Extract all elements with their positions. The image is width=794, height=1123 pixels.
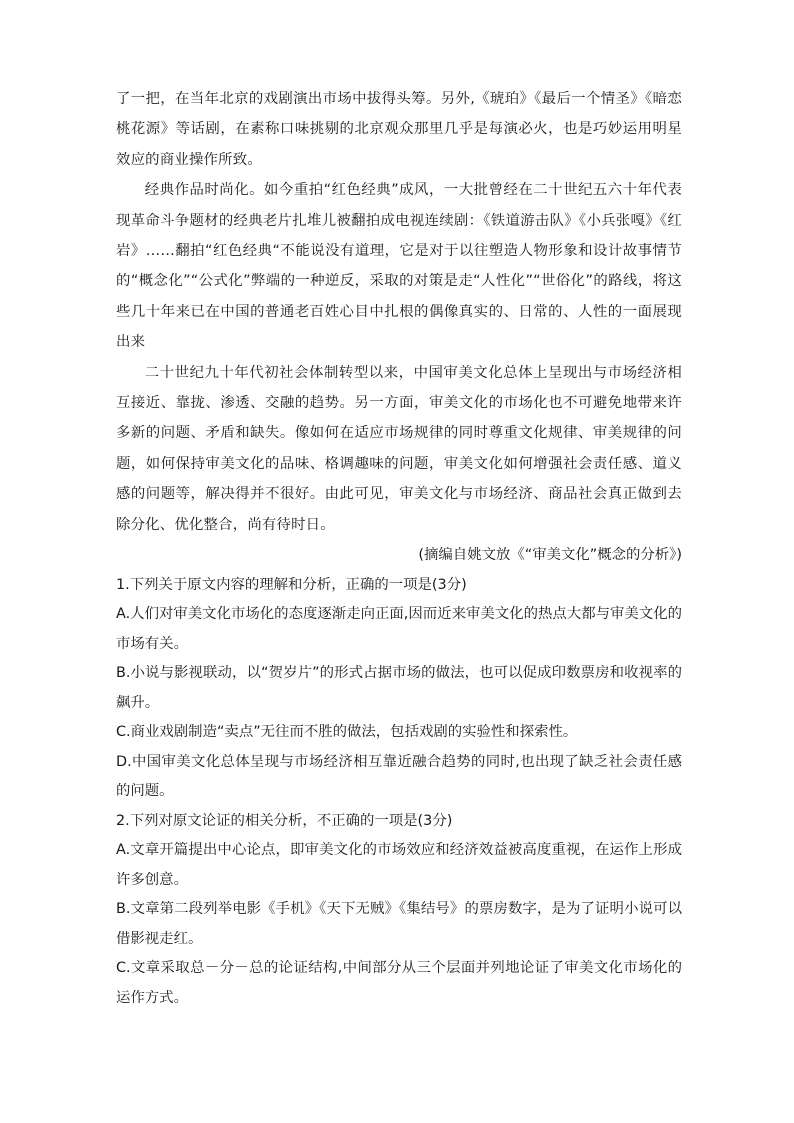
article-paragraph-1: 了一把，在当年北京的戏剧演出市场中拔得头筹。另外,《琥珀》《最后一个情圣》《暗恋桃花源》等话剧，在素称口味挑剔的北京观众那里几乎是每演必火，也是巧妙运用明星效应的商业操作所致。: [116, 91, 682, 168]
question-1-option-d: D.中国审美文化总体呈现与市场经济相互靠近融合趋势的同时,也出现了缺乏社会责任感的问题。: [116, 753, 682, 799]
question-1-option-b: B.小说与影视联动，以“贺岁片”的形式占据市场的做法，也可以促成印数票房和收视率的飙升。: [116, 665, 682, 711]
question-1-stem: 1.下列关于原文内容的理解和分析，正确的一项是(3分): [116, 576, 467, 593]
article-paragraph-3: 二十世纪九十年代初社会体制转型以来，中国审美文化总体上呈现出与市场经济相互接近、靠拢、渗透、交融的趋势。另一方面，审美文化的市场化也不可避免地带来许多新的问题、矛盾和缺失。像如何在适应市场规律的同时尊重文化规律、审美规律的问题，如何保持审美文化的品味、格调趣味的问题，审美文化如何增强社会责任感、道义感的问题等，解决得并不很好。由此可见，审美文化与市场经济、商品社会真正做到去除分化、优化整合，尚有待时日。: [116, 364, 682, 533]
article-paragraph-2: 经典作品时尚化。如今重拍“红色经典”成风，一大批曾经在二十世纪五六十年代表现革命斗争题材的经典老片扎堆儿被翻拍成电视连续剧：《铁道游击队》《小兵张嘎》《红岩》……翻拍“红色经典“不能说没有道理，它是对于以往塑造人物形象和设计故事情节的“概念化”“公式化”弊端的一种逆反，采取的对策是走“人性化”“世俗化”的路线，将这些几十年来已在中国的普通老百姓心目中扎根的偶像真实的、日常的、人性的一面展现出来: [116, 182, 682, 351]
question-2-option-c: C.文章采取总－分－总的论证结构,中间部分从三个层面并列地论证了审美文化市场化的运作方式。: [116, 960, 682, 1006]
question-1-option-c: C.商业戏剧制造“卖点”无往而不胜的做法，包括戏剧的实验性和探索性。: [116, 724, 578, 740]
article-source: (摘编自姚文放《“审美文化”概念的分析》): [418, 547, 682, 564]
question-2-option-b: B.文章第二段列举电影《手机》《天下无贼》《集结号》的票房数字，是为了证明小说可以借影视走红。: [116, 901, 682, 947]
question-1-option-a: A.人们对审美文化市场化的态度逐渐走向正面,因而近来审美文化的热点大都与审美文化的市场有关。: [116, 606, 682, 652]
question-2-stem: 2.下列对原文论证的相关分析，不正确的一项是(3分): [116, 812, 453, 829]
question-2-option-a: A.文章开篇提出中心论点，即审美文化的市场效应和经济效益被高度重视，在运作上形成许多创意。: [116, 842, 682, 888]
document-page: [116, 84, 682, 1013]
